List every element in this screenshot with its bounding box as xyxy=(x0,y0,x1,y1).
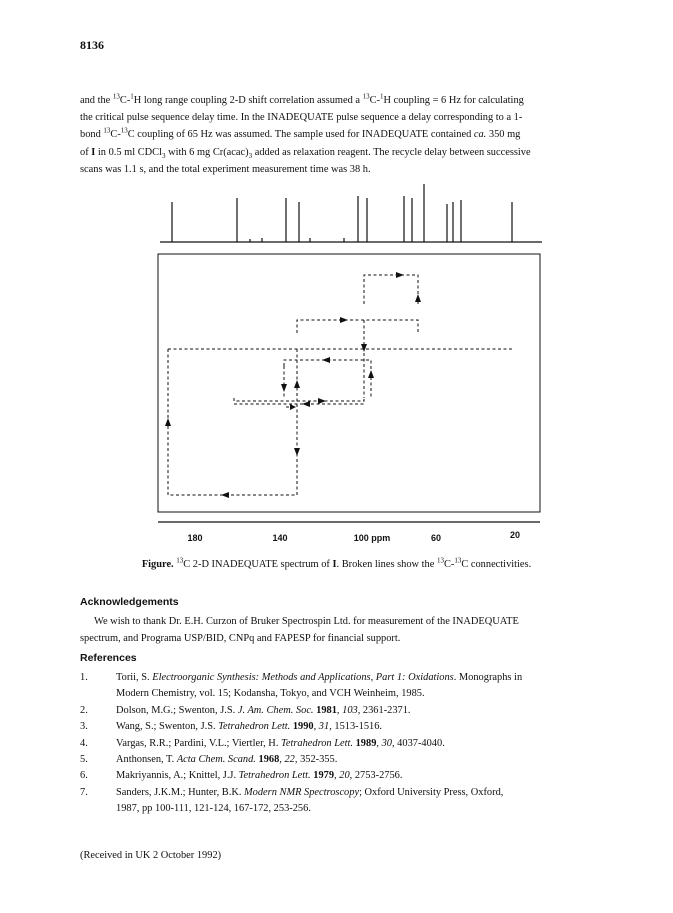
reference-item: 3. Wang, S.; Swenton, J.S. Tetrahedron Lett. 1990, 31, 1513-1516. xyxy=(80,721,383,733)
plot-frame xyxy=(158,254,540,512)
arrowhead xyxy=(415,294,421,302)
connectivity-line xyxy=(234,398,364,401)
paragraph-line: spectrum, and Programa USP/BID, CNPq and FAPESP for financial support. xyxy=(80,632,401,644)
arrowhead xyxy=(281,384,287,392)
connectivity-lines xyxy=(168,275,512,495)
connectivity-line xyxy=(364,275,418,304)
references-heading: References xyxy=(80,652,137,664)
acknowledgements-heading: Acknowledgements xyxy=(80,596,179,608)
arrowhead xyxy=(294,448,300,456)
axis-tick-label: 60 xyxy=(430,533,442,543)
connectivity-line xyxy=(168,349,297,495)
arrowhead xyxy=(302,401,310,407)
paragraph-line: scans was 1.1 s, and the total experiment measurement time was 38 h. xyxy=(80,163,371,175)
arrowhead xyxy=(221,492,229,498)
arrowhead xyxy=(165,418,171,426)
arrowhead xyxy=(361,344,367,352)
figure-caption: Figure. $^{13}$C 2-D INADEQUATE spectrum of I. Broken lines show the $^{13}$C-$^{13}$C connectivities. xyxy=(141,556,532,570)
page-number: 8136 xyxy=(80,38,104,52)
axis-tick-label: 140 xyxy=(272,533,288,543)
arrowhead xyxy=(290,404,296,410)
methods-paragraph xyxy=(80,92,602,178)
arrowhead xyxy=(396,272,404,278)
axis-tick-label: 100 ppm xyxy=(353,533,391,543)
reference-item: 2. Dolson, M.G.; Swenton, J.S. J. Am. Chem. Soc. 1981, 103, 2361-2371. xyxy=(80,704,411,716)
connectivity-line xyxy=(297,320,418,333)
reference-item: 5. Anthonsen, T. Acta Chem. Scand. 1968, 22, 352-355. xyxy=(80,754,338,766)
reference-item: 7. Sanders, J.K.M.; Hunter, B.K. Modern NMR Spectroscopy; Oxford University Press, Oxford, 1987, pp 100-111, 121-124, 167-172, 253-256. xyxy=(80,786,504,815)
acknowledgements-text xyxy=(80,614,602,647)
axis-tick-label: 20 xyxy=(509,530,521,540)
arrowhead xyxy=(368,370,374,378)
spectrum-plot xyxy=(150,182,550,542)
arrowhead xyxy=(318,398,326,404)
projection-spectrum xyxy=(160,184,542,242)
inadequate-spectrum-figure xyxy=(150,182,550,542)
received-date: (Received in UK 2 October 1992) xyxy=(80,850,222,861)
reference-item: 4. Vargas, R.R.; Pardini, V.L.; Viertler, H. Tetrahedron Lett. 1989, 30, 4037-4040. xyxy=(80,737,445,749)
reference-item: 6. Makriyannis, A.; Knittel, J.J. Tetrahedron Lett. 1979, 20, 2753-2756. xyxy=(80,770,403,782)
paragraph-line: bond $^{13}$C-$^{13}$C coupling of 65 Hz was assumed. The sample used for INADEQUATE contained ca. 350 mg xyxy=(80,126,521,141)
reference-item: 1. Torii, S. Electroorganic Synthesis: Methods and Applications, Part 1: Oxidations. Monographs in Modern Chemistry, vol. 15; Kodansha, Tokyo, and VCH Weinheim, 1985. xyxy=(80,672,523,700)
paragraph-line: We wish to thank Dr. E.H. Curzon of Bruker Spectrospin Ltd. for measurement of the INADEQUATE xyxy=(94,616,519,627)
paragraph-line: of I in 0.5 ml CDCl$_3$ with 6 mg $Cr(acac)_3$ added as relaxation reagent. The recycle delay between successive xyxy=(80,146,531,160)
arrowhead xyxy=(340,317,348,323)
arrowhead xyxy=(322,357,330,363)
connectivity-arrows xyxy=(165,272,421,498)
arrowhead xyxy=(294,380,300,388)
references-list xyxy=(80,670,610,818)
axis-tick-label: 180 xyxy=(187,533,203,543)
paragraph-line: the critical pulse sequence delay time. In the INADEQUATE pulse sequence a delay corresponding to a 1- xyxy=(80,112,523,124)
paragraph-line: and the $^{13}$C-$^1$H long range coupling 2-D shift correlation assumed a $^{13}$C-$^1$H coupling = 6 Hz for calculating xyxy=(80,92,524,106)
